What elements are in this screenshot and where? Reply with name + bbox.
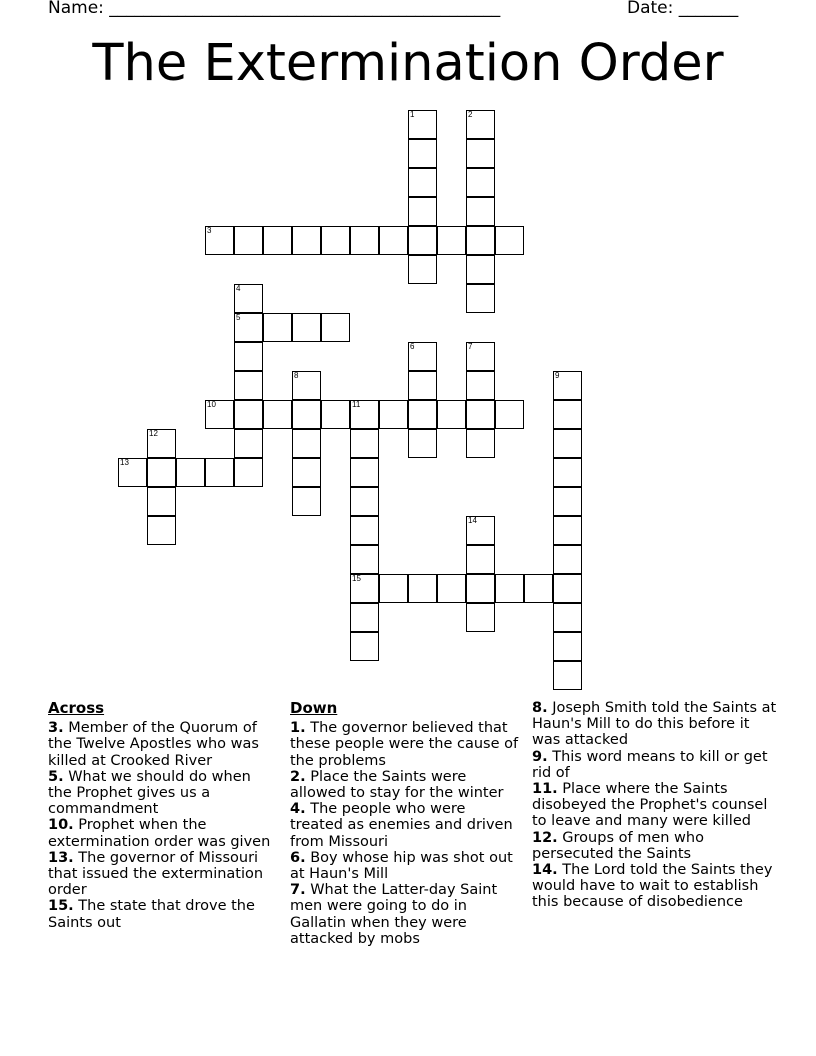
grid-cell[interactable] <box>350 632 379 661</box>
grid-cell[interactable] <box>466 284 495 313</box>
clue-num: 2. <box>290 768 306 785</box>
grid-cell[interactable] <box>408 255 437 284</box>
clue-number: 9 <box>555 371 560 380</box>
clue-item <box>48 850 278 899</box>
clue-item <box>532 700 777 749</box>
grid-cell[interactable] <box>321 400 350 429</box>
grid-cell[interactable] <box>466 255 495 284</box>
clue-item <box>532 749 777 781</box>
grid-cell[interactable] <box>466 545 495 574</box>
clue-number: 14 <box>468 516 477 525</box>
grid-cell[interactable] <box>350 226 379 255</box>
grid-cell[interactable] <box>234 429 263 458</box>
clue-item <box>290 769 522 801</box>
grid-cell[interactable] <box>408 110 437 139</box>
grid-cell[interactable] <box>553 603 582 632</box>
clue-num: 7. <box>290 882 306 899</box>
grid-cell[interactable] <box>234 371 263 400</box>
grid-cell[interactable] <box>524 574 553 603</box>
grid-cell[interactable] <box>495 400 524 429</box>
grid-cell[interactable] <box>553 632 582 661</box>
grid-cell[interactable] <box>292 313 321 342</box>
down-clues-continued <box>532 700 777 911</box>
grid-cell[interactable] <box>553 371 582 400</box>
clue-text: The Lord told the Saints they would have to wait to establish this because of disobedience <box>532 862 773 911</box>
grid-cell[interactable] <box>147 458 176 487</box>
grid-cell[interactable] <box>350 400 379 429</box>
clue-num: 11. <box>532 781 558 798</box>
grid-cell[interactable] <box>466 603 495 632</box>
grid-cell[interactable] <box>321 226 350 255</box>
grid-cell[interactable] <box>234 342 263 371</box>
grid-cell[interactable] <box>234 400 263 429</box>
grid-cell[interactable] <box>147 516 176 545</box>
grid-cell[interactable] <box>553 487 582 516</box>
grid-cell[interactable] <box>408 429 437 458</box>
clue-item <box>48 769 278 818</box>
across-heading: Across <box>48 699 105 717</box>
name-label: Name: <box>48 0 104 18</box>
clue-number: 13 <box>120 458 129 467</box>
clue-text: The people who were treated as enemies and driven from Missouri <box>290 801 513 850</box>
clue-num: 13. <box>48 849 74 866</box>
grid-cell[interactable] <box>350 545 379 574</box>
grid-cell[interactable] <box>408 139 437 168</box>
down-heading: Down <box>290 699 338 717</box>
clue-number: 2 <box>468 110 473 119</box>
clue-num: 14. <box>532 862 558 879</box>
grid-cell[interactable] <box>466 429 495 458</box>
grid-cell[interactable] <box>176 458 205 487</box>
clue-text: What we should do when the Prophet gives us a commandment <box>48 768 251 818</box>
grid-cell[interactable] <box>292 429 321 458</box>
clue-text: What the Latter-day Saint men were going to do in Gallatin when they were attacked by mobs <box>290 882 498 947</box>
clue-number: 6 <box>410 342 415 351</box>
clue-number: 8 <box>294 371 299 380</box>
grid-cell[interactable] <box>350 574 379 603</box>
date-label: Date: <box>627 0 674 18</box>
clue-num: 15. <box>48 898 74 915</box>
grid-cell[interactable] <box>408 168 437 197</box>
grid-cell[interactable] <box>466 516 495 545</box>
clue-num: 3. <box>48 720 64 737</box>
grid-cell[interactable] <box>437 574 466 603</box>
grid-cell[interactable] <box>205 400 234 429</box>
clue-item <box>532 781 777 830</box>
clue-item <box>290 850 522 882</box>
clue-text: Place where the Saints disobeyed the Prophet's counsel to leave and many were killed <box>532 781 768 830</box>
grid-cell[interactable] <box>553 545 582 574</box>
across-clues <box>48 700 278 931</box>
clue-text: Place the Saints were allowed to stay for the winter <box>290 768 504 802</box>
clue-text: Prophet when the extermination order was given <box>48 817 271 850</box>
clue-text: The state that drove the Saints out <box>48 898 255 931</box>
grid-cell[interactable] <box>466 139 495 168</box>
clue-number: 11 <box>352 400 361 409</box>
clue-text: Joseph Smith told the Saints at Haun's Mill to do this before it was attacked <box>532 700 777 749</box>
clue-item <box>48 720 278 769</box>
grid-cell[interactable] <box>292 371 321 400</box>
grid-cell[interactable] <box>466 342 495 371</box>
grid-cell[interactable] <box>234 313 263 342</box>
clue-text: The governor believed that these people were the cause of the problems <box>290 720 519 769</box>
grid-cell[interactable] <box>437 400 466 429</box>
clue-number: 7 <box>468 342 473 351</box>
clue-item <box>290 720 522 769</box>
clue-num: 5. <box>48 768 64 785</box>
clue-text: This word means to kill or get rid of <box>532 748 768 781</box>
clue-number: 5 <box>236 313 241 322</box>
clue-item <box>532 862 777 911</box>
clue-num: 9. <box>532 748 548 765</box>
grid-cell[interactable] <box>466 400 495 429</box>
down-clues <box>290 700 522 947</box>
grid-cell[interactable] <box>205 226 234 255</box>
date-line: _______ <box>678 0 739 18</box>
grid-cell[interactable] <box>408 342 437 371</box>
clue-number: 4 <box>236 284 241 293</box>
grid-cell[interactable] <box>466 168 495 197</box>
grid-cell[interactable] <box>466 574 495 603</box>
grid-cell[interactable] <box>205 458 234 487</box>
grid-cell[interactable] <box>437 226 466 255</box>
grid-cell[interactable] <box>408 400 437 429</box>
name-line: ______________________________________________ <box>109 0 501 18</box>
grid-cell[interactable] <box>350 458 379 487</box>
grid-cell[interactable] <box>118 458 147 487</box>
clue-num: 4. <box>290 801 306 818</box>
clue-item <box>290 882 522 947</box>
grid-cell[interactable] <box>350 429 379 458</box>
grid-cell[interactable] <box>553 400 582 429</box>
clue-item <box>48 898 278 930</box>
grid-cell[interactable] <box>408 226 437 255</box>
grid-cell[interactable] <box>350 516 379 545</box>
grid-cell[interactable] <box>350 487 379 516</box>
clue-number: 15 <box>352 574 361 583</box>
grid-cell[interactable] <box>408 371 437 400</box>
clue-number: 3 <box>207 226 212 235</box>
grid-cell[interactable] <box>234 226 263 255</box>
clue-num: 6. <box>290 849 306 866</box>
grid-cell[interactable] <box>553 574 582 603</box>
grid-cell[interactable] <box>408 574 437 603</box>
grid-cell[interactable] <box>466 197 495 226</box>
grid-cell[interactable] <box>553 429 582 458</box>
grid-cell[interactable] <box>292 400 321 429</box>
grid-cell[interactable] <box>263 226 292 255</box>
grid-cell[interactable] <box>553 661 582 690</box>
clue-num: 1. <box>290 720 306 737</box>
grid-cell[interactable] <box>147 429 176 458</box>
grid-cell[interactable] <box>466 371 495 400</box>
grid-cell[interactable] <box>379 226 408 255</box>
grid-cell[interactable] <box>466 226 495 255</box>
grid-cell[interactable] <box>292 458 321 487</box>
grid-cell[interactable] <box>466 110 495 139</box>
grid-cell[interactable] <box>292 487 321 516</box>
grid-cell[interactable] <box>321 313 350 342</box>
clue-item <box>532 830 777 862</box>
grid-cell[interactable] <box>234 284 263 313</box>
grid-cell[interactable] <box>553 516 582 545</box>
clue-text: The governor of Missouri that issued the extermination order <box>48 849 264 899</box>
clue-number: 1 <box>410 110 415 119</box>
clue-text: Boy whose hip was shot out at Haun's Mill <box>290 849 513 883</box>
grid-cell[interactable] <box>292 226 321 255</box>
grid-cell[interactable] <box>495 226 524 255</box>
clue-num: 10. <box>48 817 74 834</box>
grid-cell[interactable] <box>350 603 379 632</box>
grid-cell[interactable] <box>379 574 408 603</box>
clue-item <box>48 817 278 849</box>
clue-number: 10 <box>207 400 216 409</box>
grid-cell[interactable] <box>234 458 263 487</box>
clue-text: Groups of men who persecuted the Saints <box>532 829 704 862</box>
grid-cell[interactable] <box>553 458 582 487</box>
page-title: The Extermination Order <box>92 34 724 93</box>
grid-cell[interactable] <box>263 400 292 429</box>
grid-cell[interactable] <box>408 197 437 226</box>
clue-text: Member of the Quorum of the Twelve Apostles who was killed at Crooked River <box>48 720 259 769</box>
clue-num: 12. <box>532 829 558 846</box>
grid-cell[interactable] <box>495 574 524 603</box>
clue-num: 8. <box>532 700 548 716</box>
clue-number: 12 <box>149 429 158 438</box>
grid-cell[interactable] <box>379 400 408 429</box>
clue-item <box>290 801 522 850</box>
grid-cell[interactable] <box>263 313 292 342</box>
grid-cell[interactable] <box>147 487 176 516</box>
